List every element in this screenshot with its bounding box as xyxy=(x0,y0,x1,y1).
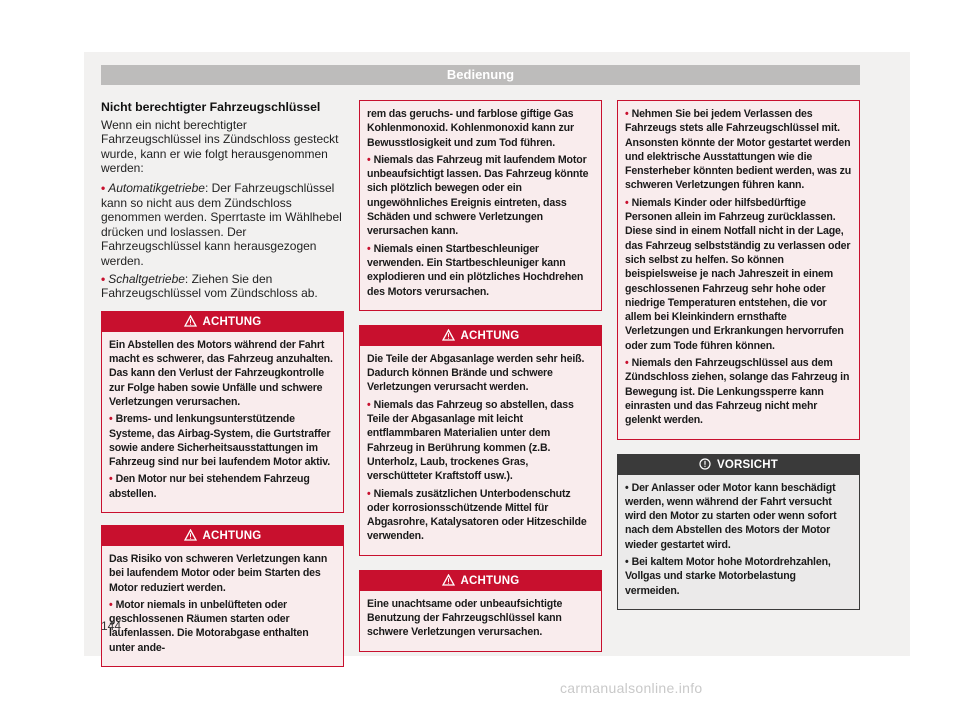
list-item xyxy=(625,196,852,353)
bullet-icon: • xyxy=(109,413,113,426)
item-text: Der Anlasser oder Motor kann beschädigt werden, wenn während der Fahrt versucht wird den Motor zu starten oder wenn sofort nach dem Abstellen des Motors der Motor wieder gestartet wird. xyxy=(625,481,837,551)
warning-body xyxy=(360,101,601,310)
warning-triangle-icon xyxy=(184,314,197,334)
caution-box xyxy=(617,454,860,610)
list-item xyxy=(109,598,336,655)
list-item xyxy=(367,487,594,544)
list-item xyxy=(367,153,594,239)
warning-body xyxy=(618,101,859,439)
item-text: Niemals einen Startbeschleuniger verwenden. Ein Startbeschleuniger kann explodieren und ein plötzliches Hochdrehen des Motors verursachen. xyxy=(367,242,584,298)
section-header: Bedienung xyxy=(101,65,860,85)
item-text: Brems- und lenkungsunterstützende Systeme, das Airbag-System, die Gurtstraffer sowie andere Sicherheitsausstattungen im Fahrzeug sind nur bei laufendem Motor aktiv. xyxy=(109,413,331,469)
page-number: 144 xyxy=(101,619,122,633)
bullet-icon: • xyxy=(109,473,113,486)
list-item xyxy=(109,472,336,501)
item-text: Motor niemals in unbelüfteten oder geschlossenen Räumen starten oder laufenlassen. Die Motorabgase enthalten unter ande- xyxy=(109,598,309,654)
warning-label: ACHTUNG xyxy=(202,315,262,328)
item-term: Schaltgetriebe xyxy=(108,271,185,286)
warning-intro: rem das geruchs- und farblose giftige Gas Kohlenmonoxid. Kohlenmonoxid kann zur Bewusstlosigkeit und zum Tod führen. xyxy=(367,108,574,149)
list-item xyxy=(101,181,344,269)
item-text: Niemals zusätzlichen Unterbodenschutz oder korrosionsschützende Mittel für Abgasrohre, Katalysatoren oder Hitzeschilde verwenden. xyxy=(367,487,587,543)
warning-header xyxy=(360,571,601,591)
warning-header xyxy=(102,526,343,546)
warning-label: ACHTUNG xyxy=(202,529,262,542)
warning-label: ACHTUNG xyxy=(460,574,520,587)
section-heading: Nicht berechtigter Fahrzeugschlüssel xyxy=(101,100,321,114)
watermark: carmanualsonline.info xyxy=(560,680,703,696)
list-item xyxy=(625,107,852,193)
list-item xyxy=(367,398,594,484)
warning-body xyxy=(102,332,343,512)
bullet-icon: • xyxy=(101,180,106,195)
bullet-icon: • xyxy=(625,357,629,370)
item-text: Den Motor nur bei stehendem Fahrzeug abstellen. xyxy=(109,473,310,500)
bullet-icon: • xyxy=(625,556,629,569)
warning-header xyxy=(102,312,343,332)
bullet-icon: • xyxy=(625,108,629,120)
item-text: Niemals das Fahrzeug mit laufendem Motor unbeaufsichtigt lassen. Das Fahrzeug könnte sich plötzlich bewegen oder ein ungewöhnliches Ereignis eintreten, dass Schäden und schwere Verletzungen verursachen kann. xyxy=(367,153,589,238)
column-left xyxy=(101,100,344,679)
warning-body xyxy=(360,591,601,651)
item-text: Nehmen Sie bei jedem Verlassen des Fahrzeugs stets alle Fahrzeugschlüssel mit. Ansonsten könnte der Motor gestartet werden und elektrische Ausstattungen wie die Fensterheber könnten bedient werden, was zu schweren Verletzungen führen kann. xyxy=(625,108,852,192)
warning-label: ACHTUNG xyxy=(460,329,520,342)
item-text: Niemals den Fahrzeugschlüssel aus dem Zündschloss ziehen, solange das Fahrzeug in Bewegung ist. Die Lenkungssperre kann einrasten und das Fahrzeug nicht mehr gelenkt werden. xyxy=(625,357,850,427)
warning-body xyxy=(360,346,601,555)
warning-header xyxy=(360,326,601,346)
caution-label: VORSICHT xyxy=(716,458,779,471)
warning-triangle-icon xyxy=(442,328,455,348)
warning-box xyxy=(101,525,344,667)
warning-intro: Das Risiko von schweren Verletzungen kann bei laufendem Motor oder beim Starten des Motor reduziert werden. xyxy=(109,552,328,594)
bullet-icon: • xyxy=(101,271,106,286)
bullet-icon: • xyxy=(367,398,371,411)
warning-body xyxy=(102,546,343,666)
warning-box xyxy=(359,570,602,652)
intro-paragraph: Wenn ein nicht berechtigter Fahrzeugschlüssel ins Zündschloss gesteckt wurde, kann er wie folgt herausgenommen werden: xyxy=(101,117,339,176)
item-text: Niemals Kinder oder hilfsbedürftige Personen allein im Fahrzeug zurücklassen. Diese sind in einem Notfall nicht in der Lage, das Fahrzeug selbstständig zu verlassen oder sich selbst zu helfen. So können beispielsweise je nach Jahreszeit in einem geschlossenen Fahrzeug sehr hohe oder niedrige Temperaturen entstehen, die vor allem bei Kleinkindern ernsthafte Verletzungen und Erkrankungen hervorrufen oder zum Tode führen können. xyxy=(625,196,851,352)
item-text: : Ziehen Sie den Fahrzeugschlüssel vom Zündschloss ab. xyxy=(101,271,318,301)
info-circle-icon xyxy=(699,457,711,477)
list-item xyxy=(109,412,336,469)
warning-intro: Die Teile der Abgasanlage werden sehr heiß. Dadurch können Brände und schwere Verletzungen verursacht werden. xyxy=(367,352,585,394)
bullet-icon: • xyxy=(367,242,371,255)
bullet-icon: • xyxy=(625,481,629,494)
intro-section xyxy=(101,100,344,301)
caution-body xyxy=(618,475,859,609)
warning-box xyxy=(359,325,602,556)
warning-intro: Ein Abstellen des Motors während der Fahrt macht es schwerer, das Fahrzeug anzuhalten. Das kann den Verlust der Fahrzeugkontrolle zur Folge haben sowie Unfälle und schwere Verletzungen verursachen. xyxy=(109,338,333,408)
column-middle xyxy=(359,100,602,664)
warning-triangle-icon xyxy=(442,573,455,593)
list-item xyxy=(625,356,852,427)
warning-box-continued xyxy=(359,100,602,311)
item-text: Niemals das Fahrzeug so abstellen, dass Teile der Abgasanlage mit leicht entflammbaren Materialien unter dem Fahrzeug in Berührung kommen (z.B. Unterholz, Laub, trockenes Gras, verschütteter Kraftstoff usw.). xyxy=(367,398,574,483)
warning-box-continued xyxy=(617,100,860,440)
warning-box xyxy=(101,311,344,513)
bullet-icon: • xyxy=(367,153,371,166)
bullet-icon: • xyxy=(625,196,629,209)
list-item xyxy=(625,555,852,598)
list-item xyxy=(367,242,594,299)
column-right xyxy=(617,100,860,622)
list-item xyxy=(625,481,852,552)
bullet-icon: • xyxy=(367,487,371,500)
warning-intro: Eine unachtsame oder unbeaufsichtigte Benutzung der Fahrzeugschlüssel kann schwere Verletzungen verursachen. xyxy=(367,597,563,639)
item-text: Bei kaltem Motor hohe Motordrehzahlen, Vollgas und starke Motorbelastung vermeiden. xyxy=(625,556,831,597)
caution-header xyxy=(618,455,859,475)
warning-triangle-icon xyxy=(184,528,197,548)
item-text: : Der Fahrzeugschlüssel kann so nicht aus dem Zündschloss genommen werden. Sperrtaste im Wählhebel drücken und loslassen. Der Fahrzeugschlüssel kann herausgezogen werden. xyxy=(101,180,342,268)
bullet-icon: • xyxy=(109,598,113,611)
item-term: Automatikgetriebe xyxy=(108,180,205,195)
list-item xyxy=(101,272,344,301)
